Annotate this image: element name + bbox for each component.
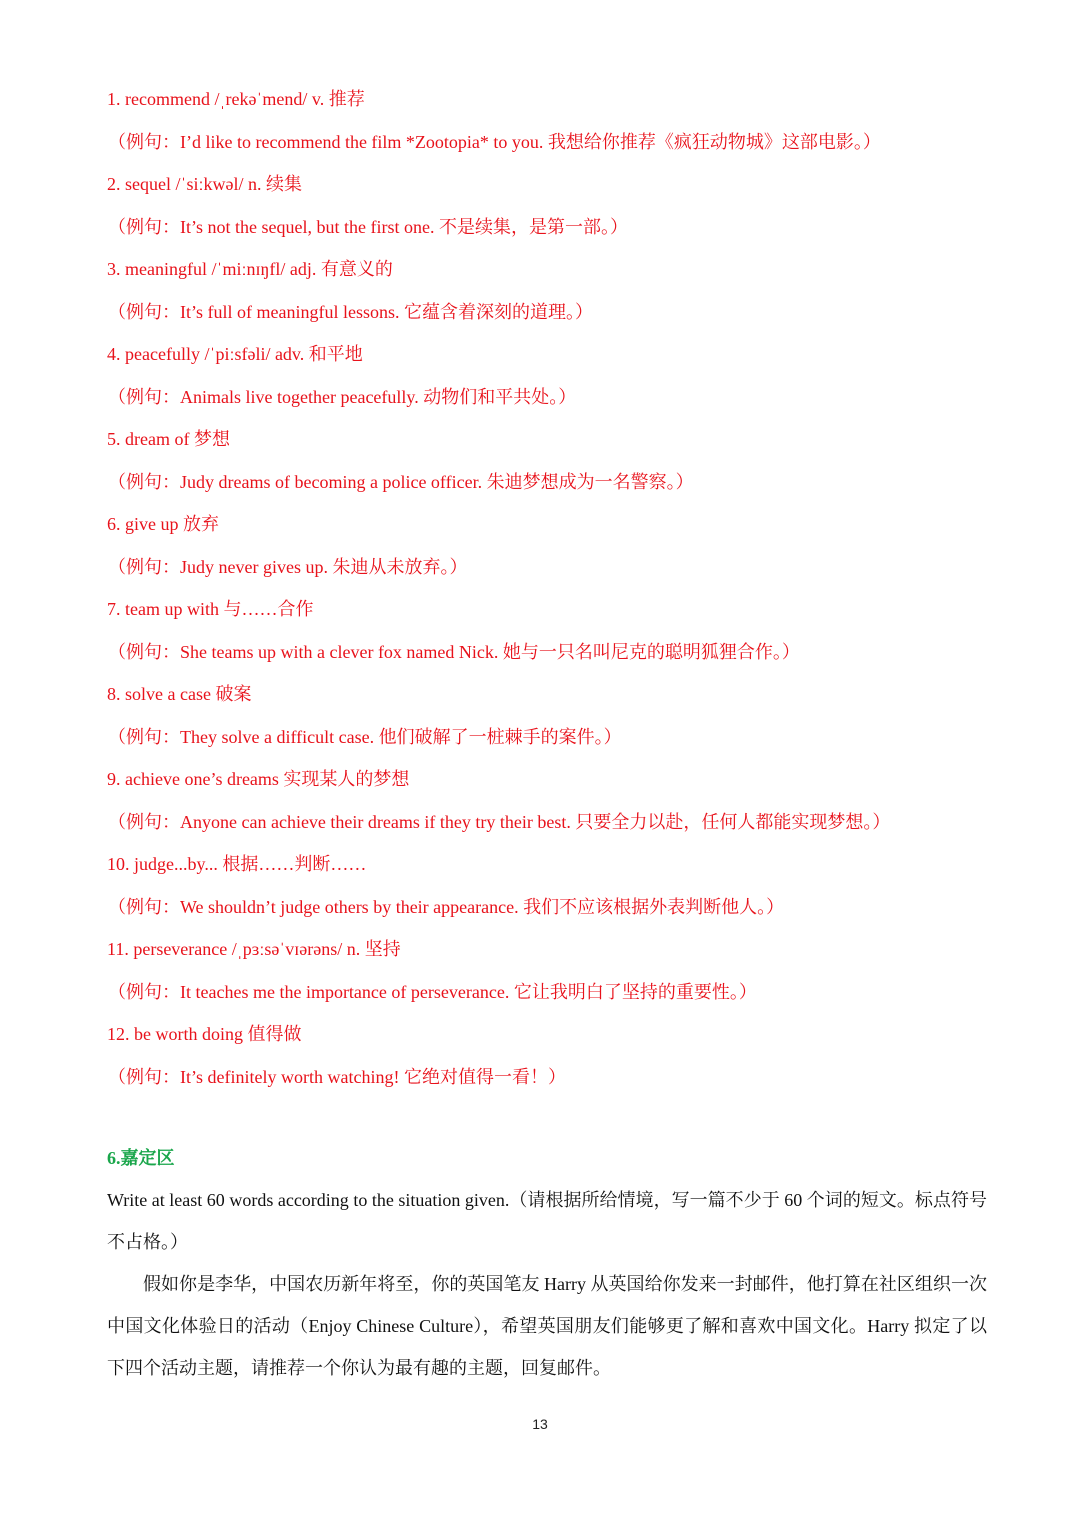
vocab-entry: 8. solve a case 破案 (107, 684, 252, 704)
vocab-entry: 5. dream of 梦想 (107, 429, 230, 449)
vocab-entry: 10. judge...by... 根据……判断…… (107, 854, 367, 874)
page-number: 13 (532, 1416, 548, 1432)
vocab-example: （例句：It’s not the sequel, but the first one. 不是续集，是第一部。） (108, 216, 628, 237)
writing-task-section (107, 1137, 987, 1389)
task-body: 假如你是李华，中国农历新年将至，你的英国笔友 Harry 从英国给你发来一封邮件，他打算在社区组织一次中国文化体验日的活动（Enjoy Chinese Culture），希望英国朋友们能够更了解和喜欢中国文化。Harry 拟定了以下四个活动主题，请推荐一个你认为最有趣的主题，回复邮件。 (107, 1274, 987, 1378)
vocab-entry: 6. give up 放弃 (107, 514, 219, 534)
vocab-entry: 11. perseverance /ˌpɜːsəˈvɪərəns/ n. 坚持 (107, 939, 401, 959)
vocab-example: （例句：I’d like to recommend the film *Zootopia* to you. 我想给你推荐《疯狂动物城》这部电影。） (108, 131, 881, 152)
vocab-entry: 9. achieve one’s dreams 实现某人的梦想 (107, 769, 410, 789)
vocab-entry: 1. recommend /ˌrekəˈmend/ v. 推荐 (107, 89, 365, 109)
vocab-entry: 2. sequel /ˈsiːkwəl/ n. 续集 (107, 174, 302, 194)
vocab-example: （例句：It teaches me the importance of perseverance. 它让我明白了坚持的重要性。） (108, 981, 757, 1002)
vocab-example: （例句：Judy never gives up. 朱迪从未放弃。） (108, 556, 468, 577)
vocab-entry: 12. be worth doing 值得做 (107, 1024, 302, 1044)
vocab-example: （例句：We shouldn’t judge others by their appearance. 我们不应该根据外表判断他人。） (108, 896, 785, 917)
vocab-example: （例句：Animals live together peacefully. 动物们和平共处。） (108, 386, 577, 407)
section-title: 6.嘉定区 (107, 1148, 175, 1168)
vocab-example: （例句：Anyone can achieve their dreams if they try their best. 只要全力以赴，任何人都能实现梦想。） (108, 811, 891, 832)
vocab-entry: 7. team up with 与……合作 (107, 599, 314, 619)
vocab-example: （例句：It’s definitely worth watching! 它绝对值得一看！） (108, 1066, 566, 1087)
vocab-example: （例句：It’s full of meaningful lessons. 它蕴含着深刻的道理。） (108, 301, 593, 322)
vocab-example: （例句：Judy dreams of becoming a police officer. 朱迪梦想成为一名警察。） (108, 471, 694, 492)
vocab-example: （例句：They solve a difficult case. 他们破解了一桩棘手的案件。） (108, 726, 622, 747)
task-instruction: Write at least 60 words according to the situation given.（请根据所给情境，写一篇不少于 60 个词的短文。标点符号不占格。） (107, 1190, 987, 1252)
vocab-example: （例句：She teams up with a clever fox named Nick. 她与一只名叫尼克的聪明狐狸合作。） (108, 641, 800, 662)
vocab-entry: 4. peacefully /ˈpiːsfəli/ adv. 和平地 (107, 344, 363, 364)
vocabulary-list (107, 78, 1007, 1098)
vocab-entry: 3. meaningful /ˈmiːnɪŋfl/ adj. 有意义的 (107, 259, 393, 279)
